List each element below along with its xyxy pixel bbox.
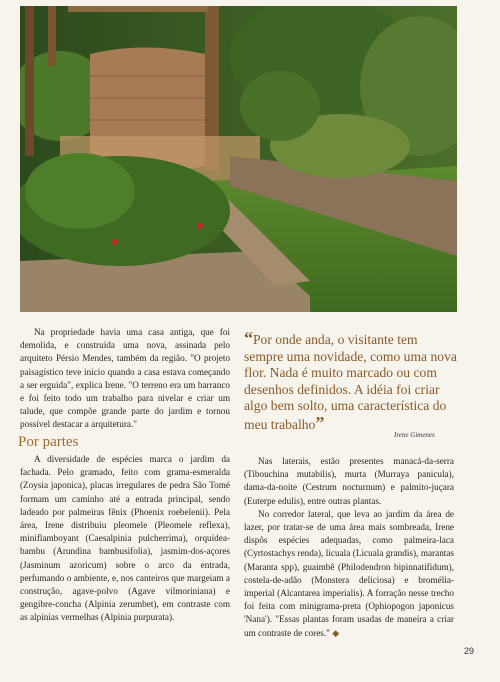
right-paragraph-1: Nas laterais, estão presentes manacá-da-serra (Tibouchina mutabilis), murta (Murraya panicula), dama-da-noite (Cestrum nocturnum) e palmito-juçara (Euterpe edulis), entre outras plantas.: [244, 456, 454, 506]
quote-credit: Irene Gimenes: [394, 431, 435, 439]
intro-paragraph: Na propriedade havia uma casa antiga, que foi demolida, e construída uma nova, assinada pelo arquiteto Pérsio Mendes, também da região. "O projeto paisagístico teve início quando a casa estava começando a ser erguida", explica Irene. "O terreno era um barranco e foi feito todo um trabalho para nivelar e criar um talude, que compõe grande parte do jardim e tornou possível destacar a arquitetura.": [20, 327, 230, 430]
right-paragraph-2: [244, 508, 454, 640]
right-paragraph-2-text: No corredor lateral, que leva ao jardim da área de lazer, por tratar-se de uma área mais sombreada, Irene dispôs espécies adequadas, como palmeira-laca (Cyrtostachys renda), licuala (Licuala grandis), marantas (Maranta spp), guaimbê (Philodendron bipinnatifidum), costela-de-adão (Monstera deliciosa) e bromélia-imperial (Alcantarea imperialis). A forração nesse trecho foi feita com minigrama-preta (Ophiopogon japonicus 'Nana'). "Essas plantas foram usadas de maneira a criar um contraste de cores.": [244, 508, 454, 638]
garden-photo-image: [20, 6, 457, 312]
intro-text: [20, 326, 230, 432]
section-title: Por partes: [18, 434, 79, 450]
end-mark-icon: ◆: [332, 627, 340, 638]
quote-text: Por onde anda, o visitante tem sempre uma novidade, como uma nova flor. Nada é muito marcado ou com desenhos definidos. A idéia foi criar algo bem solto, uma característica do meu trabalho: [244, 332, 457, 432]
quote-open-mark: “: [244, 328, 253, 348]
page-number: 29: [464, 646, 475, 656]
pull-quote: [244, 330, 458, 434]
garden-photo: [20, 6, 457, 312]
column-left-body: [20, 453, 230, 625]
column-right-body: [244, 455, 454, 640]
left-paragraph: A diversidade de espécies marca o jardim da fachada. Pelo gramado, feito com grama-esmeralda (Zoysia japonica), placas irregulares de pedra São Tomé formam um caminho até a entrada principal, sendo ladeado por palmeiras fênix (Phoenix roebelenii). Pela área, Irene distribuiu pleomele (Pleomele reflexa), miniflamboyant (Caesalpinia pulcherrima), orquídea-bambu (Arundina bambusifolia), jasmim-dos-açores (Jasminum azoricum) sobre o arco da entrada, perfumando o ambiente, e, nos canteiros que margeiam a construção, agave-polvo (Agave vilmoriniana) e gengibre-concha (Alpinia zerumbet), em contraste com as alpínias vermelhas (Alpinia purpurata).: [20, 454, 230, 623]
quote-close-mark: ”: [315, 412, 325, 433]
